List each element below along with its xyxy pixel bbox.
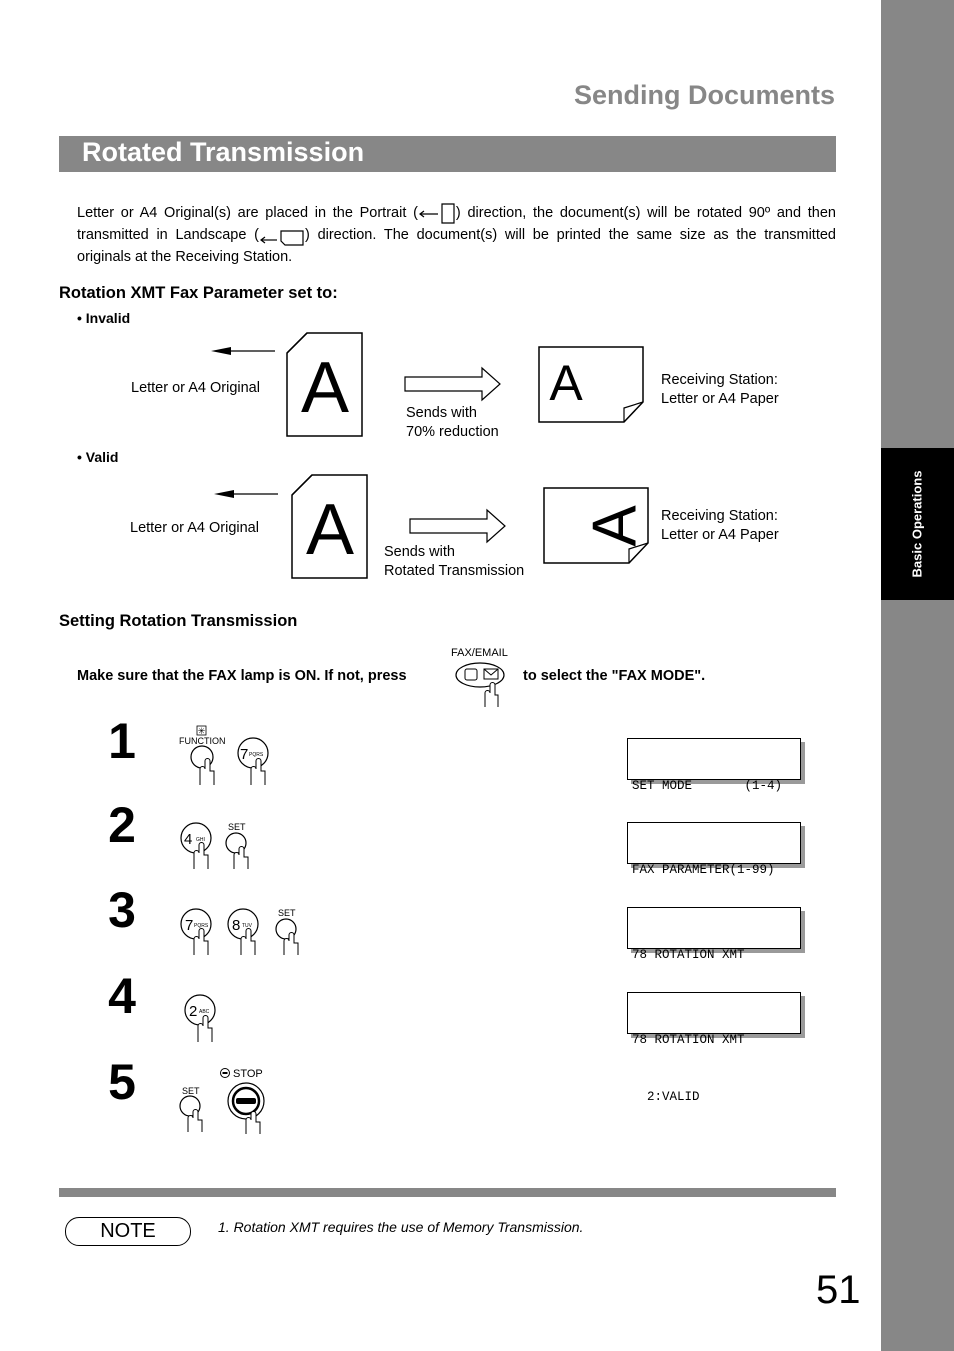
step-4-lcd-line1: 78 ROTATION XMT — [632, 1033, 745, 1047]
step-5-number: 5 — [108, 1054, 136, 1110]
invalid-sends-line1: Sends with — [406, 405, 477, 421]
invalid-sends-label — [406, 404, 499, 442]
invalid-bullet: • Invalid — [77, 310, 131, 326]
valid-receiving-line1: Receiving Station: — [661, 508, 778, 524]
section-title: Rotated Transmission — [82, 137, 365, 167]
step-2-lcd-line1: FAX PARAMETER(1-99) — [632, 863, 775, 877]
step-2-keys — [176, 821, 266, 871]
sidebar-tab[interactable] — [881, 448, 954, 600]
invalid-sends-line2: 70% reduction — [406, 424, 499, 440]
intro-text-3: ) direction. The document(s) will be printed the same size as the transmitted originals at the Receiving Station. — [77, 227, 836, 266]
valid-sends-line1: Sends with — [384, 544, 455, 560]
note-label: NOTE — [65, 1217, 191, 1246]
step-1-lcd-line1: SET MODE (1-4) — [632, 779, 783, 793]
intro-paragraph — [77, 202, 836, 268]
invalid-original-label: Letter or A4 Original — [131, 380, 260, 396]
invalid-received-glyph: A — [549, 355, 583, 411]
invalid-original-page — [285, 332, 365, 438]
valid-receiving-line2: Letter or A4 Paper — [661, 527, 779, 543]
svg-text:STOP: STOP — [233, 1068, 263, 1080]
invalid-left-arrow — [205, 340, 279, 360]
svg-text:7: 7 — [185, 917, 194, 934]
valid-received-page — [542, 486, 652, 566]
step-3-number: 3 — [108, 882, 136, 938]
svg-text:SET: SET — [182, 1086, 200, 1096]
valid-original-page — [290, 474, 370, 580]
step-5-keys — [178, 1066, 278, 1136]
svg-text:TUV: TUV — [242, 923, 252, 929]
valid-original-glyph: A — [305, 490, 355, 570]
svg-text:PQRS: PQRS — [249, 752, 264, 758]
param-heading: Rotation XMT Fax Parameter set to: — [59, 284, 338, 302]
svg-text:PQRS: PQRS — [194, 923, 209, 929]
step-3-lcd — [627, 907, 801, 962]
step-4-keys — [180, 994, 225, 1044]
invalid-receiving-line2: Letter or A4 Paper — [661, 391, 779, 407]
svg-text:ABC: ABC — [199, 1009, 210, 1015]
valid-receiving-label — [661, 507, 779, 545]
svg-text:SET: SET — [228, 822, 246, 832]
step-4-lcd — [627, 992, 801, 1104]
fax-email-key[interactable] — [452, 661, 512, 709]
note-text: 1. Rotation XMT requires the use of Memory Transmission. — [218, 1219, 584, 1235]
bottom-rule — [59, 1188, 836, 1197]
valid-received-glyph: A — [580, 505, 650, 547]
svg-text:SET: SET — [278, 908, 296, 918]
invalid-received-page — [537, 345, 647, 425]
valid-bullet: • Valid — [77, 449, 119, 465]
sidebar-tab-label: Basic Operations — [909, 470, 925, 578]
step-1-keys — [178, 725, 278, 787]
svg-text:4: 4 — [184, 831, 193, 848]
svg-text:8: 8 — [232, 917, 241, 934]
svg-text:2: 2 — [189, 1003, 198, 1020]
setting-heading: Setting Rotation Transmission — [59, 612, 298, 630]
make-sure-text-before: Make sure that the FAX lamp is ON. If not, press — [77, 668, 407, 684]
invalid-receiving-label — [661, 371, 779, 409]
step-4-number: 4 — [108, 968, 136, 1024]
step-1-lcd — [627, 738, 801, 793]
step-3-lcd-line1: 78 ROTATION XMT — [632, 948, 745, 962]
function-key-label: FUNCTION — [179, 736, 226, 746]
landscape-direction-icon — [259, 224, 305, 246]
step-2-number: 2 — [108, 797, 136, 853]
svg-text:GHI: GHI — [196, 837, 205, 843]
page-sidebar — [881, 0, 954, 1351]
portrait-direction-icon — [418, 202, 456, 224]
valid-sends-line2: Rotated Transmission — [384, 563, 525, 579]
svg-text:✳: ✳ — [197, 726, 206, 736]
intro-text-1: Letter or A4 Original(s) are placed in the Portrait ( — [77, 205, 418, 221]
invalid-receiving-line1: Receiving Station: — [661, 372, 778, 388]
invalid-transmit-arrow — [402, 366, 504, 402]
svg-text:7: 7 — [240, 746, 249, 763]
step-4-lcd-line2: 2:VALID — [632, 1090, 700, 1104]
valid-transmit-arrow — [407, 508, 509, 544]
step-1-number: 1 — [108, 713, 136, 769]
valid-left-arrow — [208, 484, 282, 504]
header-title: Sending Documents — [573, 80, 835, 110]
invalid-original-glyph: A — [300, 348, 350, 428]
valid-original-label: Letter or A4 Original — [130, 520, 259, 536]
make-sure-text-after: to select the "FAX MODE". — [523, 668, 706, 684]
step-2-lcd — [627, 822, 801, 877]
intro-text-2: ) direction, the document(s) will be rotated 90º and then transmitted in Landscape ( — [77, 205, 836, 244]
step-3-keys — [176, 906, 311, 956]
page-number: 51 — [816, 1268, 861, 1312]
valid-sends-label — [384, 543, 524, 581]
fax-email-label: FAX/EMAIL — [451, 647, 508, 659]
